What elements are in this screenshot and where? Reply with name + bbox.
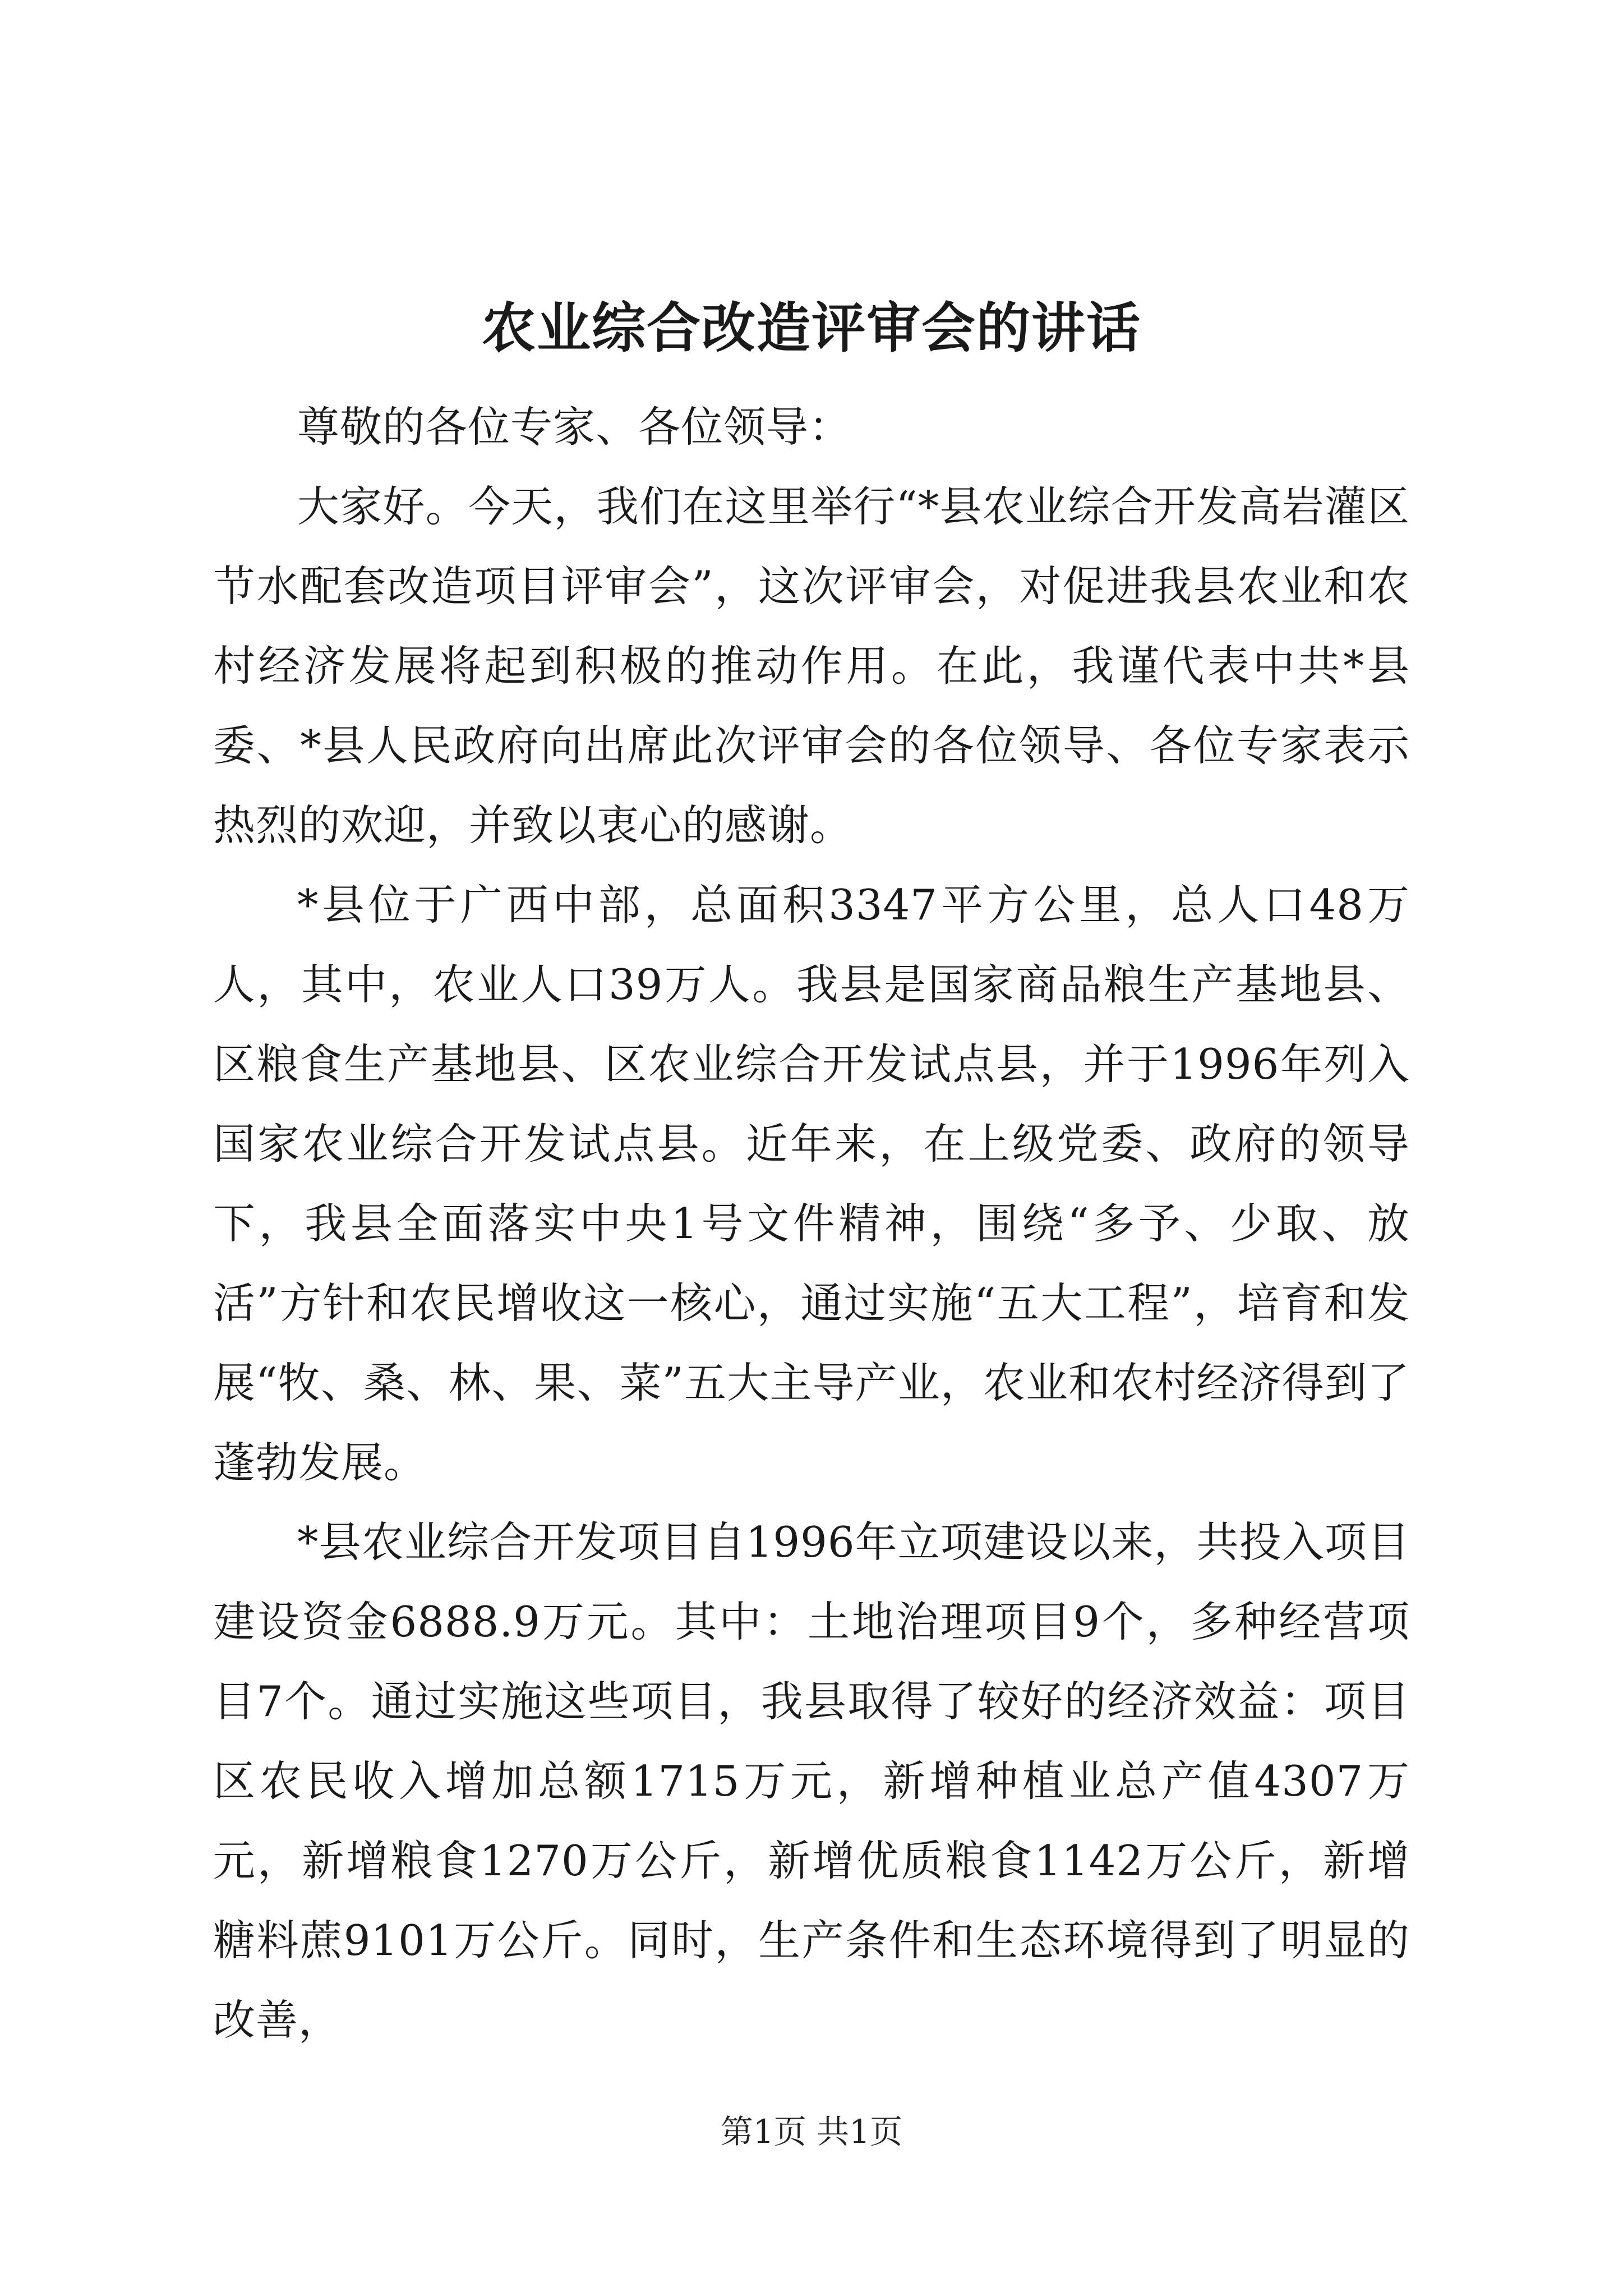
document-title: 农业综合改造评审会的讲话 <box>482 296 1141 360</box>
paragraph-salutation: 尊敬的各位专家、各位领导： <box>297 402 852 452</box>
paragraph-greeting: 大家好。今天，我们在这里举行“*县农业综合开发高岩灌区节水配套改造项目评审会”，这次评审会，对促进我县农业和农村经济发展将起到积极的推动作用。在此，我谨代表中共*县委、*县人民政府向出席此次评审会的各位领导、各位专家表示热烈的欢迎，并致以衷心的感谢。 <box>213 482 1410 850</box>
page-number-footer: 第1页 共1页 <box>720 2113 903 2151</box>
document-body <box>213 387 1410 2060</box>
paragraph-county-overview: *县位于广西中部，总面积3347平方公里，总人口48万人，其中，农业人口39万人。我县是国家商品粮生产基地县、区粮食生产基地县、区农业综合开发试点县，并于1996年列入国家农业综合开发试点县。近年来，在上级党委、政府的领导下，我县全面落实中央1号文件精神，围绕“多予、少取、放活”方针和农民增收这一核心，通过实施“五大工程”，培育和发展“牧、桑、林、果、菜”五大主导产业，农业和农村经济得到了蓬勃发展。 <box>213 880 1410 1487</box>
paragraph-project-results: *县农业综合开发项目自1996年立项建设以来，共投入项目建设资金6888.9万元。其中：土地治理项目9个，多种经营项目7个。通过实施这些项目，我县取得了较好的经济效益：项目区农民收入增加总额1715万元，新增种植业总产值4307万元，新增粮食1270万公斤，新增优质粮食1142万公斤，新增糖料蔗9101万公斤。同时，生产条件和生态环境得到了明显的改善， <box>213 1517 1410 2045</box>
